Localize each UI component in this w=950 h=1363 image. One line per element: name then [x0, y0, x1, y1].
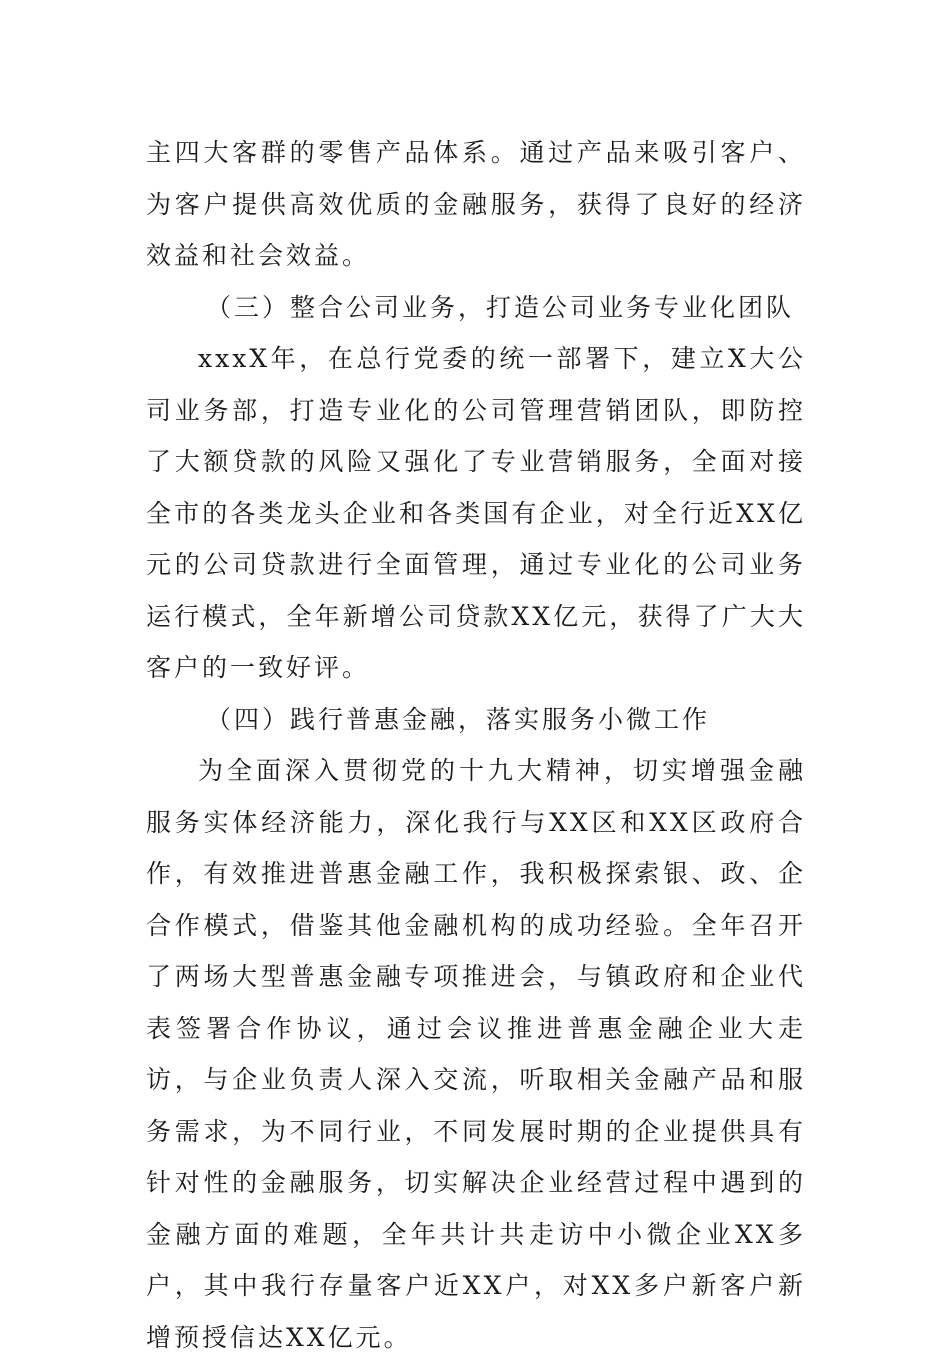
paragraph-inclusive-finance: 为全面深入贯彻党的十九大精神，切实增强金融服务实体经济能力，深化我行与XX区和XX区政府合作，有效推进普惠金融工作，我积极探索银、政、企合作模式，借鉴其他金融机构的成功经验。全年召开了两场大型普惠金融专项推进会，与镇政府和企业代表签署合作协议，通过会议推进普惠金融企业大走访，与企业负责人深入交流，听取相关金融产品和服务需求，为不同行业，不同发展时期的企业提供具有针对性的金融服务，切实解决企业经营过程中遇到的金融方面的难题，全年共计共走访中小微企业XX多户，其中我行存量客户近XX户，对XX多户新客户新增预授信达XX亿元。 — [146, 756, 806, 1352]
paragraph-corporate-business: xxxX年，在总行党委的统一部署下，建立X大公司业务部，打造专业化的公司管理营销团队，即防控了大额贷款的风险又强化了专业营销服务，全面对接全市的各类龙头企业和各类国有企业，对全行近XX亿元的公司贷款进行全面管理，通过专业化的公司业务运行模式，全年新增公司贷款XX亿元，获得了广大大客户的一致好评。 — [146, 344, 806, 682]
section-heading-4: （四）践行普惠金融，落实服务小微工作 — [206, 704, 711, 734]
paragraph-continued: 主四大客群的零售产品体系。通过产品来吸引客户、为客户提供高效优质的金融服务，获得了良好的经济效益和社会效益。 — [146, 138, 806, 270]
document-body — [146, 127, 806, 1363]
section-heading-3: （三）整合公司业务，打造公司业务专业化团队 — [206, 292, 795, 322]
